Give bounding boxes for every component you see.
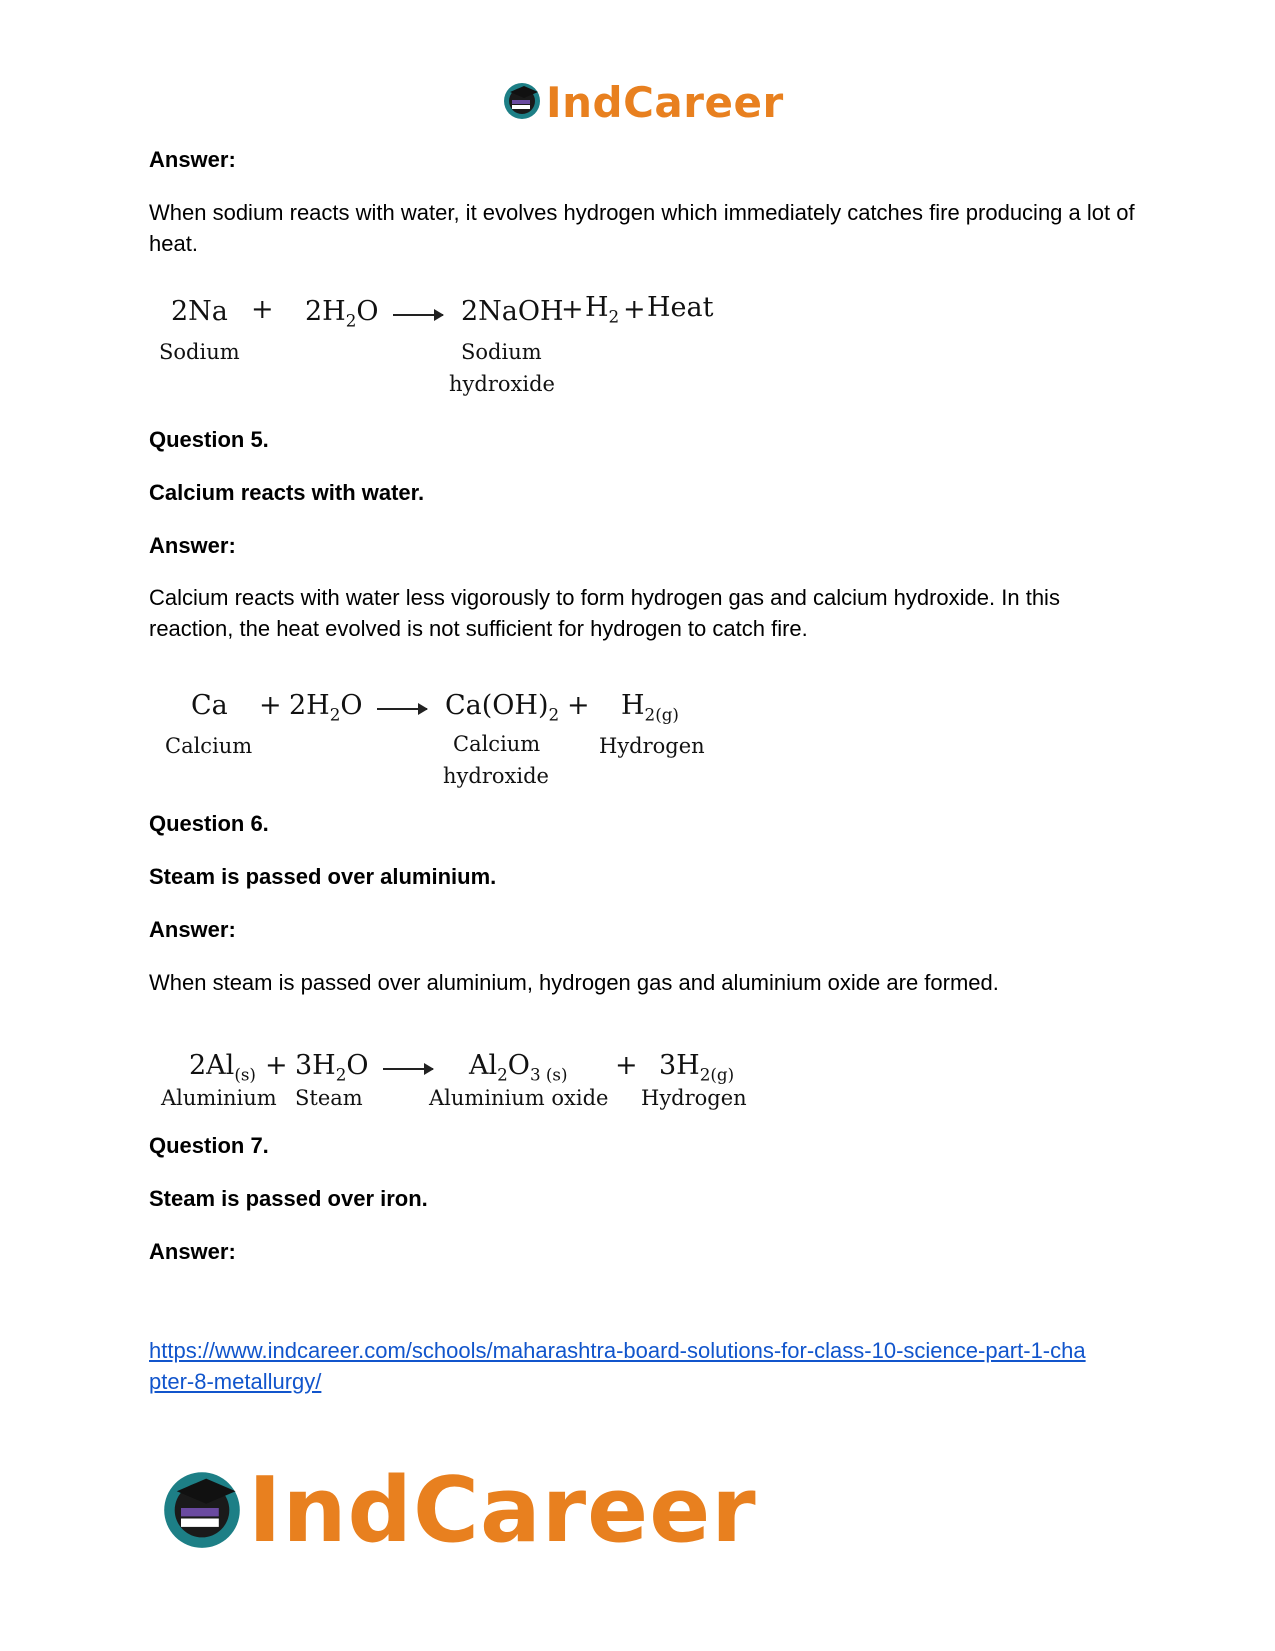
eq-plus: + (251, 294, 274, 325)
question-6-label: Question 6. (149, 811, 269, 836)
eq-product-hydrogen: $H_{2(g)}$ (621, 690, 679, 725)
equation-calcium (149, 690, 729, 810)
reaction-arrow (377, 708, 427, 710)
eq-reactant-calcium: Ca (191, 690, 228, 721)
eq-reactant-aluminium: $2Al_{(s)}$ (189, 1050, 256, 1085)
eq-plus: + (623, 294, 646, 325)
header-logo (502, 80, 782, 126)
eq-reactant-steam: $3H_2O$ (295, 1050, 369, 1085)
question-7-label: Question 7. (149, 1133, 269, 1158)
equation-aluminium (149, 1050, 769, 1130)
eq-label-calcium: Calcium (165, 734, 253, 758)
question-6-text: Steam is passed over aluminium. (149, 864, 497, 889)
footer-logo (160, 1458, 757, 1563)
eq-reactant-water: $2H_2O$ (289, 690, 363, 725)
eq-label-calcium-hydroxide-1: Calcium (453, 732, 541, 756)
answer-text: Calcium reacts with water less vigorously to form hydrogen gas and calcium hydroxide. In this reaction, the heat evolved is not sufficient for hydrogen to catch fire. (149, 585, 1060, 641)
eq-label-aluminium: Aluminium (161, 1086, 277, 1110)
answer-label: Answer: (149, 533, 236, 558)
eq-label-sodium-hydroxide-2: hydroxide (449, 372, 555, 396)
equation-sodium (149, 290, 729, 410)
eq-plus: + (259, 690, 282, 721)
eq-product-aluminium-oxide: $Al_2O_{3 (s)}$ (469, 1050, 568, 1085)
eq-plus: + (561, 294, 584, 325)
eq-label-sodium-hydroxide-1: Sodium (461, 340, 542, 364)
eq-label-hydrogen: Hydrogen (599, 734, 705, 758)
reaction-arrow (393, 314, 443, 316)
eq-reactant-sodium: 2Na (171, 296, 228, 327)
eq-label-hydrogen: Hydrogen (641, 1086, 747, 1110)
question-5-label: Question 5. (149, 427, 269, 452)
source-link-line-1[interactable]: https://www.indcareer.com/schools/maharashtra-board-solutions-for-class-10-science-part-1-cha (149, 1338, 1086, 1363)
eq-plus: + (615, 1050, 638, 1081)
eq-product-naoh: 2NaOH (461, 296, 564, 327)
eq-label-calcium-hydroxide-2: hydroxide (443, 764, 549, 788)
answer-label: Answer: (149, 917, 236, 942)
brand-name: IndCareer (546, 78, 784, 127)
eq-label-steam: Steam (295, 1086, 363, 1110)
answer-label: Answer: (149, 147, 236, 172)
eq-product-heat: Heat (647, 292, 714, 323)
answer-label: Answer: (149, 1239, 236, 1264)
answer-text: When steam is passed over aluminium, hydrogen gas and aluminium oxide are formed. (149, 970, 999, 995)
reaction-arrow (383, 1068, 433, 1070)
question-7-text: Steam is passed over iron. (149, 1186, 428, 1211)
eq-product-hydrogen: $3H_{2(g)}$ (659, 1050, 735, 1085)
eq-plus: + (265, 1050, 288, 1081)
eq-reactant-water: $2H_2O$ (305, 296, 379, 331)
eq-label-aluminium-oxide: Aluminium oxide (429, 1086, 609, 1110)
brand-name: IndCareer (248, 1458, 757, 1563)
question-5-text: Calcium reacts with water. (149, 480, 425, 505)
eq-label-sodium: Sodium (159, 340, 240, 364)
graduation-globe-icon (160, 1466, 244, 1550)
graduation-globe-icon (502, 80, 542, 120)
eq-product-calcium-hydroxide: $Ca(OH)_2$ (445, 690, 560, 725)
answer-text: When sodium reacts with water, it evolves hydrogen which immediately catches fire producing a lot of heat. (149, 200, 1135, 256)
eq-product-hydrogen: $H_2$ (585, 292, 620, 327)
eq-plus: + (567, 690, 590, 721)
source-link-line-2[interactable]: pter-8-metallurgy/ (149, 1369, 322, 1394)
footer-link-block (149, 1335, 1139, 1397)
